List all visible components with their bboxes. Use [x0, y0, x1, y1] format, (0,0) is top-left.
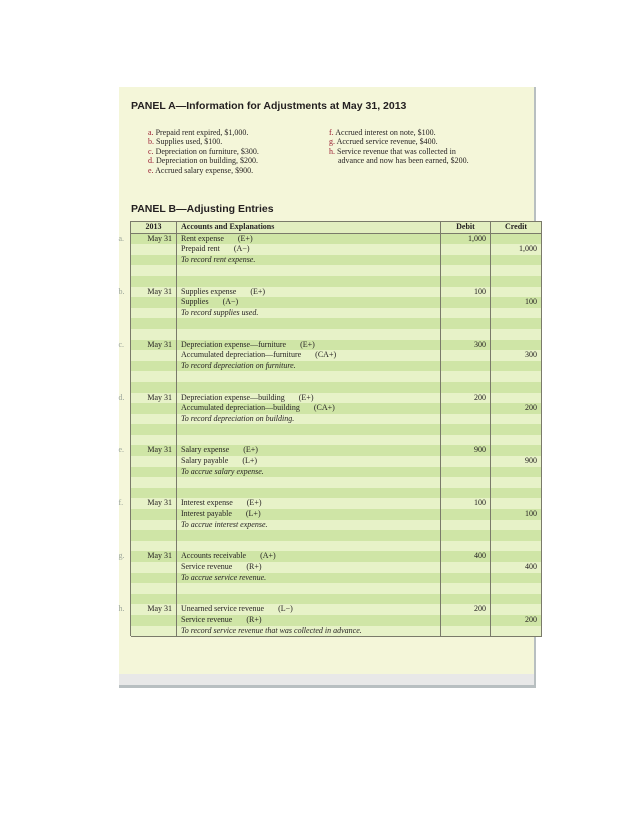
entry-date: May 31 — [131, 340, 177, 351]
header-accounts: Accounts and Explanations — [177, 222, 441, 234]
entry-credit-row — [131, 562, 542, 573]
debit-account-cell — [177, 445, 441, 456]
credit-amount-empty — [491, 255, 542, 266]
account-name: Salary payable — [181, 456, 229, 466]
spacer-cell — [177, 318, 441, 329]
debit-account-cell — [177, 604, 441, 615]
spacer-cell — [131, 477, 177, 488]
account-type-tag: (CA+) — [313, 403, 335, 413]
entry-explanation-row — [131, 414, 542, 425]
debit-amount-empty — [441, 467, 491, 478]
entry-date-empty — [131, 456, 177, 467]
debit-amount: 400 — [441, 551, 491, 562]
credit-account-cell — [177, 615, 441, 626]
spacer-cell — [441, 541, 491, 552]
account-name: Depreciation expense—furniture — [181, 339, 287, 349]
entry-date-empty — [131, 403, 177, 414]
entry-explanation: To record depreciation on building. — [177, 414, 441, 425]
entry-explanation-row — [131, 467, 542, 478]
account-name: Accounts receivable — [181, 551, 247, 561]
debit-amount-empty — [441, 520, 491, 531]
credit-amount-empty — [491, 308, 542, 319]
panel-a-right-items — [329, 128, 469, 166]
entry-date-empty — [131, 308, 177, 319]
entry-explanation: To record supplies used. — [177, 308, 441, 319]
spacer-row — [131, 329, 542, 340]
spacer-row — [131, 530, 542, 541]
spacer-cell — [441, 530, 491, 541]
debit-amount: 1,000 — [441, 233, 491, 244]
panel-a-title: PANEL A—Information for Adjustments at May 31, 2013 — [131, 100, 407, 112]
account-name: Supplies expense — [181, 286, 237, 296]
spacer-cell — [131, 318, 177, 329]
spacer-cell — [177, 594, 441, 605]
entry-date-empty — [131, 562, 177, 573]
panel-b-title: PANEL B—Adjusting Entries — [131, 203, 274, 215]
credit-amount-empty — [491, 361, 542, 372]
header-year: 2013 — [131, 222, 177, 234]
entry-explanation: To accrue salary expense. — [177, 467, 441, 478]
entry-date-empty — [131, 573, 177, 584]
spacer-row — [131, 265, 542, 276]
credit-amount-empty — [491, 551, 542, 562]
spacer-cell — [177, 541, 441, 552]
entry-debit-row — [131, 233, 542, 244]
spacer-cell — [441, 382, 491, 393]
account-type-tag: (L−) — [278, 604, 293, 614]
account-name: Interest payable — [181, 509, 232, 519]
account-name: Service revenue — [181, 562, 233, 571]
debit-amount-empty — [441, 414, 491, 425]
debit-amount: 100 — [441, 498, 491, 509]
debit-amount-empty — [441, 509, 491, 520]
entry-debit-row — [131, 551, 542, 562]
spacer-row — [131, 382, 542, 393]
spacer-cell — [441, 276, 491, 287]
spacer-cell — [441, 583, 491, 594]
entry-date: May 31 — [131, 393, 177, 404]
account-type-tag: (A+) — [260, 551, 276, 561]
entry-explanation: To record depreciation on furniture. — [177, 361, 441, 372]
spacer-cell — [177, 583, 441, 594]
spacer-cell — [177, 424, 441, 435]
credit-amount: 100 — [491, 509, 542, 520]
entry-date: May 31 — [131, 604, 177, 615]
spacer-cell — [131, 329, 177, 340]
entry-explanation-row — [131, 573, 542, 584]
account-type-tag: (A−) — [222, 297, 239, 307]
spacer-row — [131, 435, 542, 446]
debit-amount: 900 — [441, 445, 491, 456]
entry-date-empty — [131, 244, 177, 255]
debit-amount-empty — [441, 615, 491, 626]
entry-debit-row — [131, 604, 542, 615]
account-name: Service revenue — [181, 614, 233, 624]
credit-amount-empty — [491, 445, 542, 456]
credit-amount: 200 — [491, 403, 542, 414]
debit-account-cell — [177, 551, 441, 562]
spacer-row — [131, 276, 542, 287]
credit-amount-empty — [491, 393, 542, 404]
spacer-row — [131, 477, 542, 488]
account-name: Salary expense — [181, 445, 230, 455]
entry-explanation: To accrue service revenue. — [177, 573, 441, 584]
debit-account-cell — [177, 287, 441, 298]
entry-credit-row — [131, 456, 542, 467]
spacer-row — [131, 583, 542, 594]
credit-amount-empty — [491, 520, 542, 531]
spacer-cell — [441, 318, 491, 329]
spacer-cell — [491, 276, 542, 287]
spacer-cell — [491, 371, 542, 382]
account-type-tag: (L+) — [245, 509, 261, 519]
entry-explanation: To record rent expense. — [177, 255, 441, 266]
account-name: Unearned service revenue — [181, 604, 265, 614]
spacer-cell — [441, 424, 491, 435]
credit-amount-empty — [491, 414, 542, 425]
account-type-tag: (E+) — [237, 233, 253, 243]
account-name: Depreciation expense—building — [181, 392, 285, 402]
debit-amount-empty — [441, 626, 491, 637]
spacer-cell — [131, 488, 177, 499]
entry-explanation-row — [131, 308, 542, 319]
debit-amount-empty — [441, 297, 491, 308]
panel-a-item: f. Accrued interest on note, $100. — [329, 128, 436, 137]
spacer-cell — [491, 318, 542, 329]
entry-credit-row — [131, 350, 542, 361]
account-type-tag: (E+) — [298, 392, 314, 402]
spacer-row — [131, 424, 542, 435]
spacer-cell — [491, 530, 542, 541]
entry-date: May 31 — [131, 498, 177, 509]
debit-amount: 200 — [441, 393, 491, 404]
credit-account-cell — [177, 456, 441, 467]
spacer-cell — [177, 265, 441, 276]
account-name: Supplies — [181, 297, 209, 307]
panel-a-item: e. Accrued salary expense, $900. — [148, 165, 254, 175]
entry-date-empty — [131, 414, 177, 425]
spacer-cell — [441, 477, 491, 488]
spacer-cell — [131, 371, 177, 382]
entry-debit-row — [131, 287, 542, 298]
entry-date-empty — [131, 467, 177, 478]
spacer-cell — [177, 276, 441, 287]
spacer-cell — [131, 265, 177, 276]
credit-account-cell — [177, 509, 441, 520]
account-type-tag: (E+) — [250, 286, 266, 296]
spacer-cell — [491, 435, 542, 446]
spacer-cell — [131, 594, 177, 605]
account-type-tag: (A−) — [233, 244, 250, 254]
panel-a-item-continued: advance and now has been earned, $200. — [338, 156, 469, 166]
account-name: Accumulated depreciation—building — [181, 403, 300, 413]
spacer-cell — [491, 382, 542, 393]
spacer-cell — [131, 382, 177, 393]
account-name: Interest expense — [181, 498, 233, 508]
entry-credit-row — [131, 615, 542, 626]
panel-a-item: d. Depreciation on building, $200. — [148, 156, 258, 166]
header-debit: Debit — [441, 222, 491, 234]
adjusting-entries-table — [130, 221, 542, 637]
credit-amount-empty — [491, 498, 542, 509]
entry-date-empty — [131, 361, 177, 372]
entry-explanation-row — [131, 520, 542, 531]
entry-debit-row — [131, 393, 542, 404]
spacer-cell — [177, 382, 441, 393]
debit-amount: 300 — [441, 340, 491, 351]
entry-explanation: To accrue interest expense. — [177, 520, 441, 531]
spacer-cell — [177, 371, 441, 382]
debit-account-cell — [177, 498, 441, 509]
spacer-cell — [131, 541, 177, 552]
entry-explanation-row — [131, 361, 542, 372]
entry-date: May 31 — [131, 445, 177, 456]
credit-amount: 400 — [491, 562, 542, 573]
spacer-cell — [131, 530, 177, 541]
spacer-row — [131, 541, 542, 552]
credit-amount: 300 — [491, 350, 542, 361]
entry-date-empty — [131, 615, 177, 626]
entry-credit-row — [131, 403, 542, 414]
account-type-tag: (L+) — [242, 456, 258, 466]
entry-date: May 31 — [131, 551, 177, 562]
spacer-cell — [131, 583, 177, 594]
debit-amount-empty — [441, 573, 491, 584]
panel-a-item: b. Supplies used, $100. — [148, 137, 223, 147]
account-type-tag: (E+) — [246, 498, 262, 508]
spacer-row — [131, 594, 542, 605]
spacer-cell — [491, 477, 542, 488]
spacer-cell — [177, 530, 441, 541]
spacer-cell — [131, 276, 177, 287]
entry-explanation-row — [131, 626, 542, 637]
entry-date: May 31 — [131, 233, 177, 244]
panel-a-item: g. Accrued service revenue, $400. — [329, 137, 438, 147]
account-name: Rent expense — [181, 233, 224, 243]
account-name: Accumulated depreciation—furniture — [181, 350, 302, 360]
entry-date-empty — [131, 626, 177, 637]
credit-amount-empty — [491, 604, 542, 615]
entry-debit-row — [131, 340, 542, 351]
spacer-cell — [441, 435, 491, 446]
debit-amount: 200 — [441, 604, 491, 615]
credit-account-cell — [177, 562, 441, 573]
credit-amount-empty — [491, 626, 542, 637]
credit-amount-empty — [491, 340, 542, 351]
credit-amount: 100 — [491, 297, 542, 308]
credit-amount: 1,000 — [491, 244, 542, 255]
entry-credit-row — [131, 509, 542, 520]
panel-a-item: c. Depreciation on furniture, $300. — [148, 146, 259, 156]
entry-explanation: To record service revenue that was collected in advance. — [177, 626, 441, 637]
spacer-cell — [131, 435, 177, 446]
panel-a-left-items — [148, 128, 259, 175]
entry-date: May 31 — [131, 287, 177, 298]
table-header-row — [131, 222, 542, 234]
credit-amount-empty — [491, 287, 542, 298]
entry-explanation-row — [131, 255, 542, 266]
debit-amount-empty — [441, 308, 491, 319]
entry-date-empty — [131, 520, 177, 531]
entry-credit-row — [131, 297, 542, 308]
credit-amount-empty — [491, 573, 542, 584]
debit-amount: 100 — [441, 287, 491, 298]
debit-amount-empty — [441, 350, 491, 361]
spacer-cell — [441, 329, 491, 340]
spacer-row — [131, 371, 542, 382]
credit-amount-empty — [491, 467, 542, 478]
panel-a-item: h. Service revenue that was collected in — [329, 146, 456, 156]
panel-a-item: a. Prepaid rent expired, $1,000. — [148, 128, 249, 137]
entry-date-empty — [131, 509, 177, 520]
spacer-row — [131, 488, 542, 499]
account-type-tag: (R+) — [246, 562, 262, 571]
spacer-cell — [491, 594, 542, 605]
account-type-tag: (E+) — [300, 339, 315, 349]
spacer-cell — [131, 424, 177, 435]
debit-amount-empty — [441, 403, 491, 414]
debit-amount-empty — [441, 562, 491, 573]
debit-amount-empty — [441, 255, 491, 266]
spacer-cell — [491, 424, 542, 435]
entry-date-empty — [131, 350, 177, 361]
credit-account-cell — [177, 297, 441, 308]
account-name: Prepaid rent — [181, 244, 220, 254]
spacer-cell — [177, 435, 441, 446]
entry-debit-row — [131, 498, 542, 509]
debit-amount-empty — [441, 361, 491, 372]
credit-amount: 200 — [491, 615, 542, 626]
credit-amount-empty — [491, 233, 542, 244]
spacer-cell — [441, 265, 491, 276]
account-type-tag: (E+) — [243, 445, 258, 455]
header-credit: Credit — [491, 222, 542, 234]
entry-date-empty — [131, 255, 177, 266]
spacer-row — [131, 318, 542, 329]
spacer-cell — [491, 488, 542, 499]
debit-amount-empty — [441, 244, 491, 255]
debit-amount-empty — [441, 456, 491, 467]
spacer-cell — [177, 329, 441, 340]
spacer-cell — [177, 488, 441, 499]
account-type-tag: (R+) — [246, 614, 262, 624]
account-type-tag: (CA+) — [315, 350, 337, 360]
spacer-cell — [491, 583, 542, 594]
spacer-cell — [491, 541, 542, 552]
spacer-cell — [441, 371, 491, 382]
spacer-cell — [441, 594, 491, 605]
entry-date-empty — [131, 297, 177, 308]
debit-account-cell — [177, 233, 441, 244]
spacer-cell — [491, 329, 542, 340]
spacer-cell — [177, 477, 441, 488]
credit-account-cell — [177, 350, 441, 361]
spacer-cell — [491, 265, 542, 276]
credit-amount: 900 — [491, 456, 542, 467]
entry-debit-row — [131, 445, 542, 456]
entry-credit-row — [131, 244, 542, 255]
credit-account-cell — [177, 244, 441, 255]
spacer-cell — [441, 488, 491, 499]
credit-account-cell — [177, 403, 441, 414]
debit-account-cell — [177, 393, 441, 404]
debit-account-cell — [177, 340, 441, 351]
